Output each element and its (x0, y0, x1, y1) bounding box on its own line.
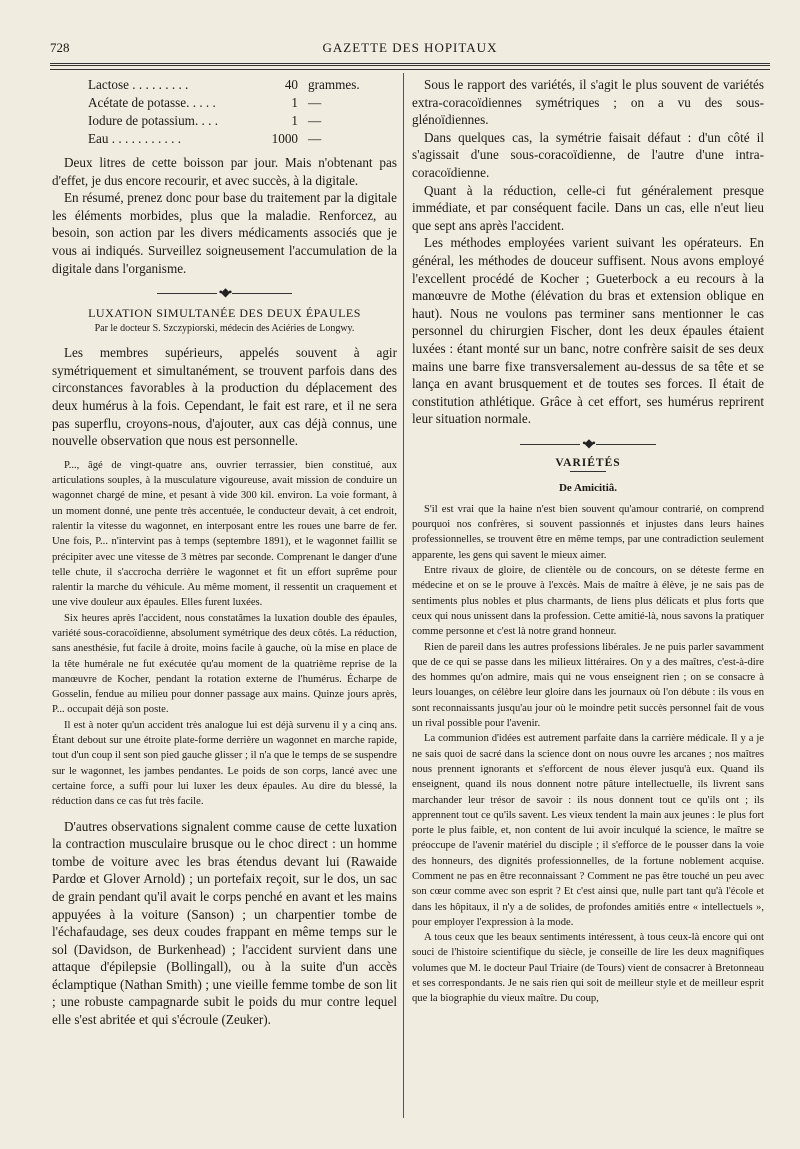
running-header (50, 40, 770, 60)
feature-paragraph: Rien de pareil dans les autres professions libérales. Je ne puis parler savamment que de ce qui se passe dans les milieux littéraires. On y a des maîtres, c'est-à-dire des hommes qu'on admire, mais qui ne vous enseignent rien ; on se consacre à leurs louanges, on célèbre leur gloire dans les journaux où l'on débute : ils vous en sont reconnaissants jusqu'au jour où le moindre petit succès personnel fait de vous un rival possible pour l'avenir. (412, 641, 764, 730)
recipe-unit: — (308, 95, 322, 110)
section-ornament: •◆• (52, 285, 397, 300)
recipe-unit: grammes. (308, 77, 360, 92)
recipe-ingredient: Acétate de potasse. . . . . (88, 95, 216, 110)
case-paragraph: Six heures après l'accident, nous constatâmes la luxation double des épaules, variété sous-coracoïdienne, absolument symétrique des deux côtés. La réduction, sans anesthésie, fut facile à droite, moins facile à gauche, où la mise en place de la tête humérale ne fut exécutée qu'au moment de la quatrième reprise de la manœuvre de Kocher, pendant la rotation externe de l'humérus. Écharpe de Gosselin, fendue au milieu pour donner passage aux mains. Quinze jours après, P... occupait déjà son poste. (52, 612, 397, 716)
recipe-row (88, 94, 360, 112)
section-title: VARIÉTÉS (555, 456, 621, 469)
feature-paragraph: Entre rivaux de gloire, de clientèle ou de concours, on se déteste ferme en médecine et on se le prouve à l'excès. Mais de maître à élève, je ne sais pas de sentiments plus nobles et plus charmants, de liens plus délicats et plus forts que ceux qui nous unissent dans la profession. Cette amitié-là, nous savons la pratiquer comme personne et c'est là notre grand honneur. (412, 565, 764, 638)
recipe-quantity: 1000 (271, 131, 298, 146)
case-paragraph: P..., âgé de vingt-quatre ans, ouvrier terrassier, bien constitué, aux articulations souples, à la musculature vigoureuse, avait mission de conduire un wagonnet chargé de mine, et pesant à vide 300 kil. environ. La voie formant, à un moment donné, une pente très accentuée, le conducteur devait, à cet endroit, ralentir la vitesse du wagonnet, en interposant entre les roues une barre de fer. Une fois, P... n'intervint pas à temps (septembre 1891), et le wagonnet faillit se précipiter avec une vitesse de 3 mètres par seconde. Comprenant le danger d'une telle chute, il s'accrocha derrière le wagonnet et fit un effort suprême pour ralentir la marche du véhicule. Au même moment, il ressentit un craquement et une vive douleur aux épaules. Elles furent luxées. (52, 459, 397, 609)
paragraph: Les méthodes employées varient suivant les opérateurs. En général, les méthodes de douceur suffisent. Nous avons employé l'excellent procédé de Kocher ; Gueterbock a eu recours à la manœuvre de Mothe (élévation du bras et extension oblique en haut). Nous ne voulons pas terminer sans mentionner le cas personnel du chirurgien Fischer, dont les deux épaules étaient luxées : étant monté sur un banc, notre confrère saisit de ses deux mains une barre fixe transversalement au-dessus de sa tête et se lança en avant brusquement et de toutes ses forces. Il était de constitution athlétique. Grâce à cet effort, ses humérus reprirent leur situation normale. (412, 235, 764, 427)
recipe-unit: — (308, 113, 322, 128)
recipe-row (88, 130, 360, 148)
recipe-quantity: 1 (291, 95, 298, 110)
paragraph: D'autres observations signalent comme cause de cette luxation la contraction musculaire brusque ou le choc direct : un homme tombe de voiture avec les bras étendus devant lui (Rawaide Pardœ et Glover Arnold) ; un portefaix reçoit, sur le dos, un sac de grain pendant qu'il avait le corps penché en avant et les mains appuyées à la voiture (Sanson) ; un charpentier tombe de l'échafaudage, ses deux coudes frappant en même temps sur le sol (Davidson, de Burkenhead) ; l'accident survient dans une attaque d'épilepsie (Bollingall), ou à la suite d'un accès éclamptique (Nathan Smith) ; une vieille femme tombe de son lit ; une robuste campagnarde subit le poids du mur contre lequel elle s'est abritée et qui s'écroule (Zeuker). (52, 818, 397, 1028)
recipe-unit: — (308, 131, 322, 146)
recipe-quantity: 40 (284, 77, 298, 92)
article-byline: Par le docteur S. Szczypiorski, médecin des Aciéries de Longwy. (94, 323, 355, 335)
header-rule (50, 63, 770, 66)
section-ornament: •◆• (412, 436, 764, 451)
right-column (412, 76, 764, 1007)
recipe-ingredient: Eau . . . . . . . . . . . (88, 131, 182, 146)
recipe-ingredient: Lactose . . . . . . . . . (88, 77, 189, 92)
article-title: LUXATION SIMULTANÉE DES DEUX ÉPAULES (88, 306, 361, 321)
case-paragraph: Il est à noter qu'un accident très analogue lui est déjà survenu il y a cinq ans. Étant debout sur une étroite plate-forme derrière un wagonnet en marche rapide, tout d'un coup il sent son pied gauche glisser ; il n'a que le temps de se suspendre sur le wagonnet, les jambes pendantes. Le poids de son corps, lancé avec une certaine force, a suffi pour lui luxer les deux épaules. Au dire du blessé, la réduction dans ce cas fut très facile. (52, 719, 397, 808)
recipe-quantity: 1 (291, 113, 298, 128)
recipe-ingredient: Iodure de potassium. . . . (88, 113, 219, 128)
paragraph: Les membres supérieurs, appelés souvent à agir symétriquement et simultanément, se trouvent parfois dans des circonstances favorables à la production du déplacement des deux humérus à la fois. Cependant, le fait est rare, et il ne sera pas superflu, croyons-nous, d'ajouter, aux cas déjà connus, une nouvelle observation que nous est personnelle. (52, 345, 397, 449)
title-rule (570, 471, 606, 472)
paragraph: Quant à la réduction, celle-ci fut généralement presque immédiate, et par conséquent facile. Dans un cas, elle n'eut lieu que sept ans après l'accident. (412, 182, 764, 233)
feature-paragraph: S'il est vrai que la haine n'est bien souvent qu'amour contrarié, on comprend pourquoi nos confrères, si souvent passionnés et injustes dans leurs haines professionnelles, se trouvent être en même temps, par une contradiction seulement apparente, les gens qui savent le mieux aimer. (412, 503, 764, 561)
paragraph: Dans quelques cas, la symétrie faisait défaut : d'un côté il s'agissait d'une sous-coracoïdienne, de l'autre d'une intra-coracoïdienne. (412, 129, 764, 180)
feature-paragraph: A tous ceux que les beaux sentiments intéressent, à tous ceux-là encore qui ont souci de l'histoire scientifique du siècle, je conseille de lire les deux magnifiques volumes que M. le docteur Paul Triaire (de Tours) vient de consacrer à Bretonneau et ses correspondants. Je ne sais rien qui soit de meilleur style et de meilleur esprit que la biographie du vieux maître. Du coup, (412, 932, 764, 1005)
recipe-row (88, 112, 360, 130)
recipe-table (88, 76, 360, 148)
paragraph: Deux litres de cette boisson par jour. Mais n'obtenant pas d'effet, je dus encore recourir, et avec succès, à la digitale. (52, 155, 397, 188)
page-number: 728 (50, 40, 70, 55)
column-divider (403, 73, 404, 1118)
feature-title: De Amicitiâ. (558, 481, 618, 494)
left-column (52, 76, 397, 1029)
feature-paragraph: La communion d'idées est autrement parfaite dans la carrière médicale. Il y a je ne sais quoi de sacré dans la science dont on nous ouvre les arcanes ; nos maîtres nous prennent ignorants et s'efforcent de nous élever jusqu'à eux. Quand ils enseignent, quand ils nous donnent notre pâture intellectuelle, ils livrent sans marchander leur trésor de savoir : ils nous donnent tout ce qu'ils ont ; ils apprennent tout ce qu'ils savent. Les vieux tendent la main aux jeunes : le plus fort porte le plus faible, et, non content de lui avoir inculqué la science, le maître se préoccupe de l'avenir matériel du disciple ; il s'efforce de le pousser dans la voie des honneurs, des dignités professionnelles, de la fortune noblement acquise. Comment ne pas en être reconnaissant ? Comment ne pas être touché un peu avec son cœur comme avec son esprit ? Et c'est ainsi que, nulle part tant qu'à l'école et dans les hôpitaux, il n'y a de solides, de profondes amitiés entre « intellectuels », pour employer l'expression à la mode. (412, 733, 764, 928)
paragraph: Sous le rapport des variétés, il s'agit le plus souvent de variétés extra-coracoïdiennes symétriques ; on a vu des sous-glénoïdiennes. (412, 77, 764, 128)
header-rule-thin (50, 69, 770, 70)
journal-title: GAZETTE DES HOPITAUX (322, 40, 498, 55)
paragraph: En résumé, prenez donc pour base du traitement par la digitale les éléments morbides, plus que la maladie. Renforcez, au besoin, son action par les divers médicaments associés que je vous ai indiqués. Surveillez soigneusement l'accumulation de la digitale dans l'organisme. (52, 190, 397, 276)
recipe-row (88, 76, 360, 94)
